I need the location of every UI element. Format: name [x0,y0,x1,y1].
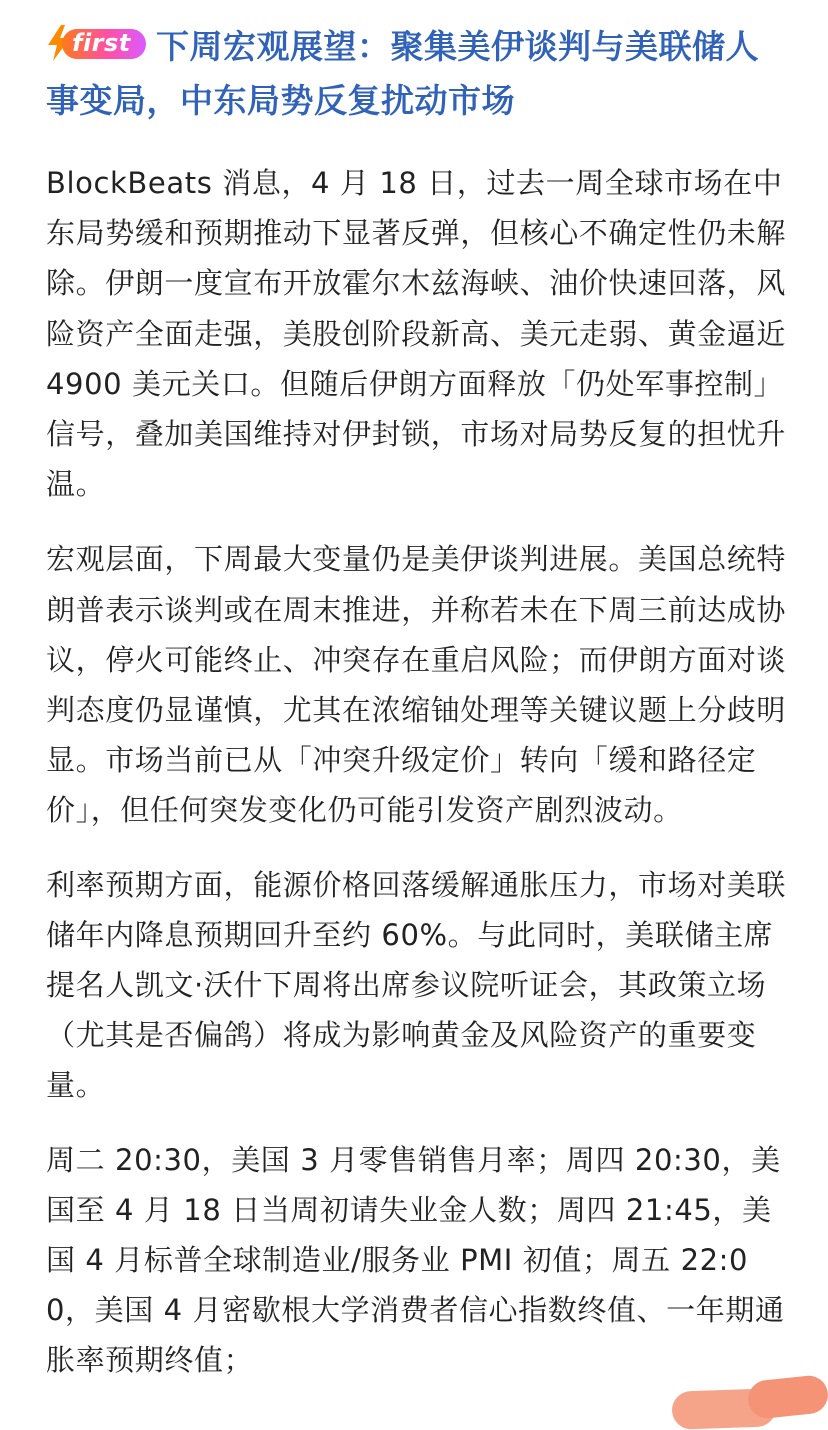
headline-text: 下周宏观展望：聚集美伊谈判与美联储人事变局，中东局势反复扰动市场 [46,27,759,120]
article [46,0,791,1386]
paragraph-rates: 利率预期方面，能源价格回落缓解通胀压力，市场对美联储年内降息预期回升至约 60%。与此同时，美联储主席提名人凯文·沃什下周将出席参议院听证会，其政策立场（尤其是否偏鸽）将成为影响黄金及风险资产的重要变量。 [46,867,787,1103]
headline-block[interactable] [46,20,791,128]
first-badge [46,24,146,62]
paragraph-intro: BlockBeats 消息，4 月 18 日，过去一周全球市场在中东局势缓和预期推动下显著反弹，但核心不确定性仍未解除。伊朗一度宣布开放霍尔木兹海峡、油价快速回落，风险资产全面走强，美股创阶段新高、美元走弱、黄金逼近 4900 美元关口。但随后伊朗方面释放「仍处军事控制」信号，叠加美国维持对伊封锁，市场对局势反复的担忧升温。 [46,166,787,502]
badge-label: first [72,29,131,57]
paragraph-macro: 宏观层面，下周最大变量仍是美伊谈判进展。美国总统特朗普表示谈判或在周末推进，并称若未在下周三前达成协议，停火可能终止、冲突存在重启风险；而伊朗方面对谈判态度仍显谨慎，尤其在浓缩铀处理等关键议题上分歧明显。市场当前已从「冲突升级定价」转向「缓和路径定价」，但任何突发变化仍可能引发资产剧烈波动。 [46,542,787,828]
paragraph-calendar: 周二 20:30，美国 3 月零售销售月率；周四 20:30，美国至 4 月 18 日当周初请失业金人数；周四 21:45，美国 4 月标普全球制造业/服务业 PMI 初值；周五 22:00，美国 4 月密歇根大学消费者信心指数终值、一年期通胀率预期终值； [46,1142,785,1378]
